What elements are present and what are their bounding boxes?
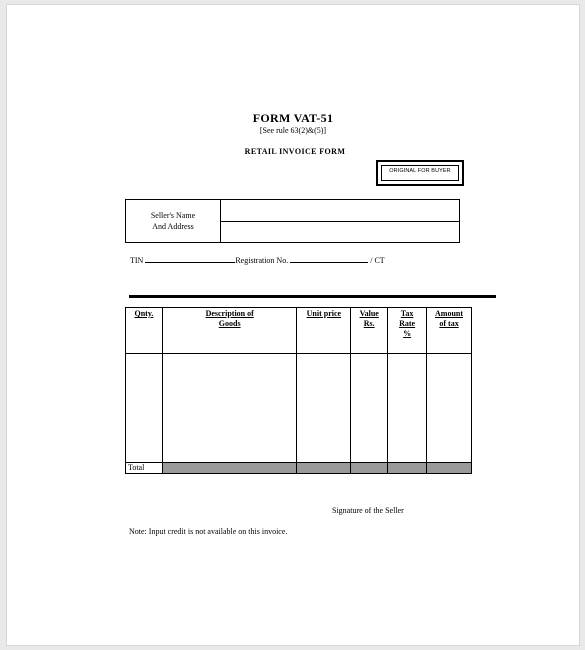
seller-divider <box>221 221 459 222</box>
cell-description[interactable] <box>162 354 297 463</box>
form-name: RETAIL INVOICE FORM <box>244 147 346 156</box>
seller-signature-label: Signature of the Seller <box>332 506 404 515</box>
seller-label-line1: Seller's Name <box>150 211 196 220</box>
seller-label-line2: And Address <box>152 222 194 231</box>
total-description-shade <box>162 463 297 474</box>
header-unit-price: Unit price <box>297 308 351 354</box>
cell-tax-rate[interactable] <box>388 354 427 463</box>
cell-amount-of-tax[interactable] <box>427 354 472 463</box>
form-title: FORM VAT-51 <box>252 111 334 125</box>
invoice-note: Note: Input credit is not available on this invoice. <box>129 527 288 536</box>
registration-blank[interactable] <box>290 255 368 263</box>
header-description: Description of Goods <box>162 308 297 354</box>
cell-qty[interactable] <box>126 354 163 463</box>
tin-blank[interactable] <box>145 255 235 263</box>
total-label: Total <box>126 463 163 474</box>
invoice-page <box>6 4 580 646</box>
items-table <box>125 307 472 474</box>
copy-label: ORIGINAL FOR BUYER <box>381 165 459 181</box>
header-tax-rate: Tax Rate % <box>388 308 427 354</box>
cell-unit-price[interactable] <box>297 354 351 463</box>
seller-box <box>125 199 460 243</box>
copy-label-box <box>376 160 464 186</box>
ct-label: / CT <box>370 256 385 265</box>
tin-label: TIN <box>130 256 144 265</box>
tin-row <box>130 255 385 265</box>
seller-label <box>126 200 221 242</box>
table-header-row <box>126 308 472 354</box>
header-qty: Qnty. <box>126 308 163 354</box>
registration-label: Registration No. <box>235 256 289 265</box>
total-amount-shade <box>427 463 472 474</box>
table-body-row <box>126 354 472 463</box>
header-amount-of-tax: Amount of tax <box>427 308 472 354</box>
form-rule: [See rule 63(2)&(5)] <box>259 126 327 135</box>
total-tax-rate-shade <box>388 463 427 474</box>
table-total-row <box>126 463 472 474</box>
total-unit-price-shade <box>297 463 351 474</box>
header-value: Value Rs. <box>351 308 388 354</box>
total-value-shade <box>351 463 388 474</box>
thick-divider <box>129 295 496 298</box>
cell-value[interactable] <box>351 354 388 463</box>
